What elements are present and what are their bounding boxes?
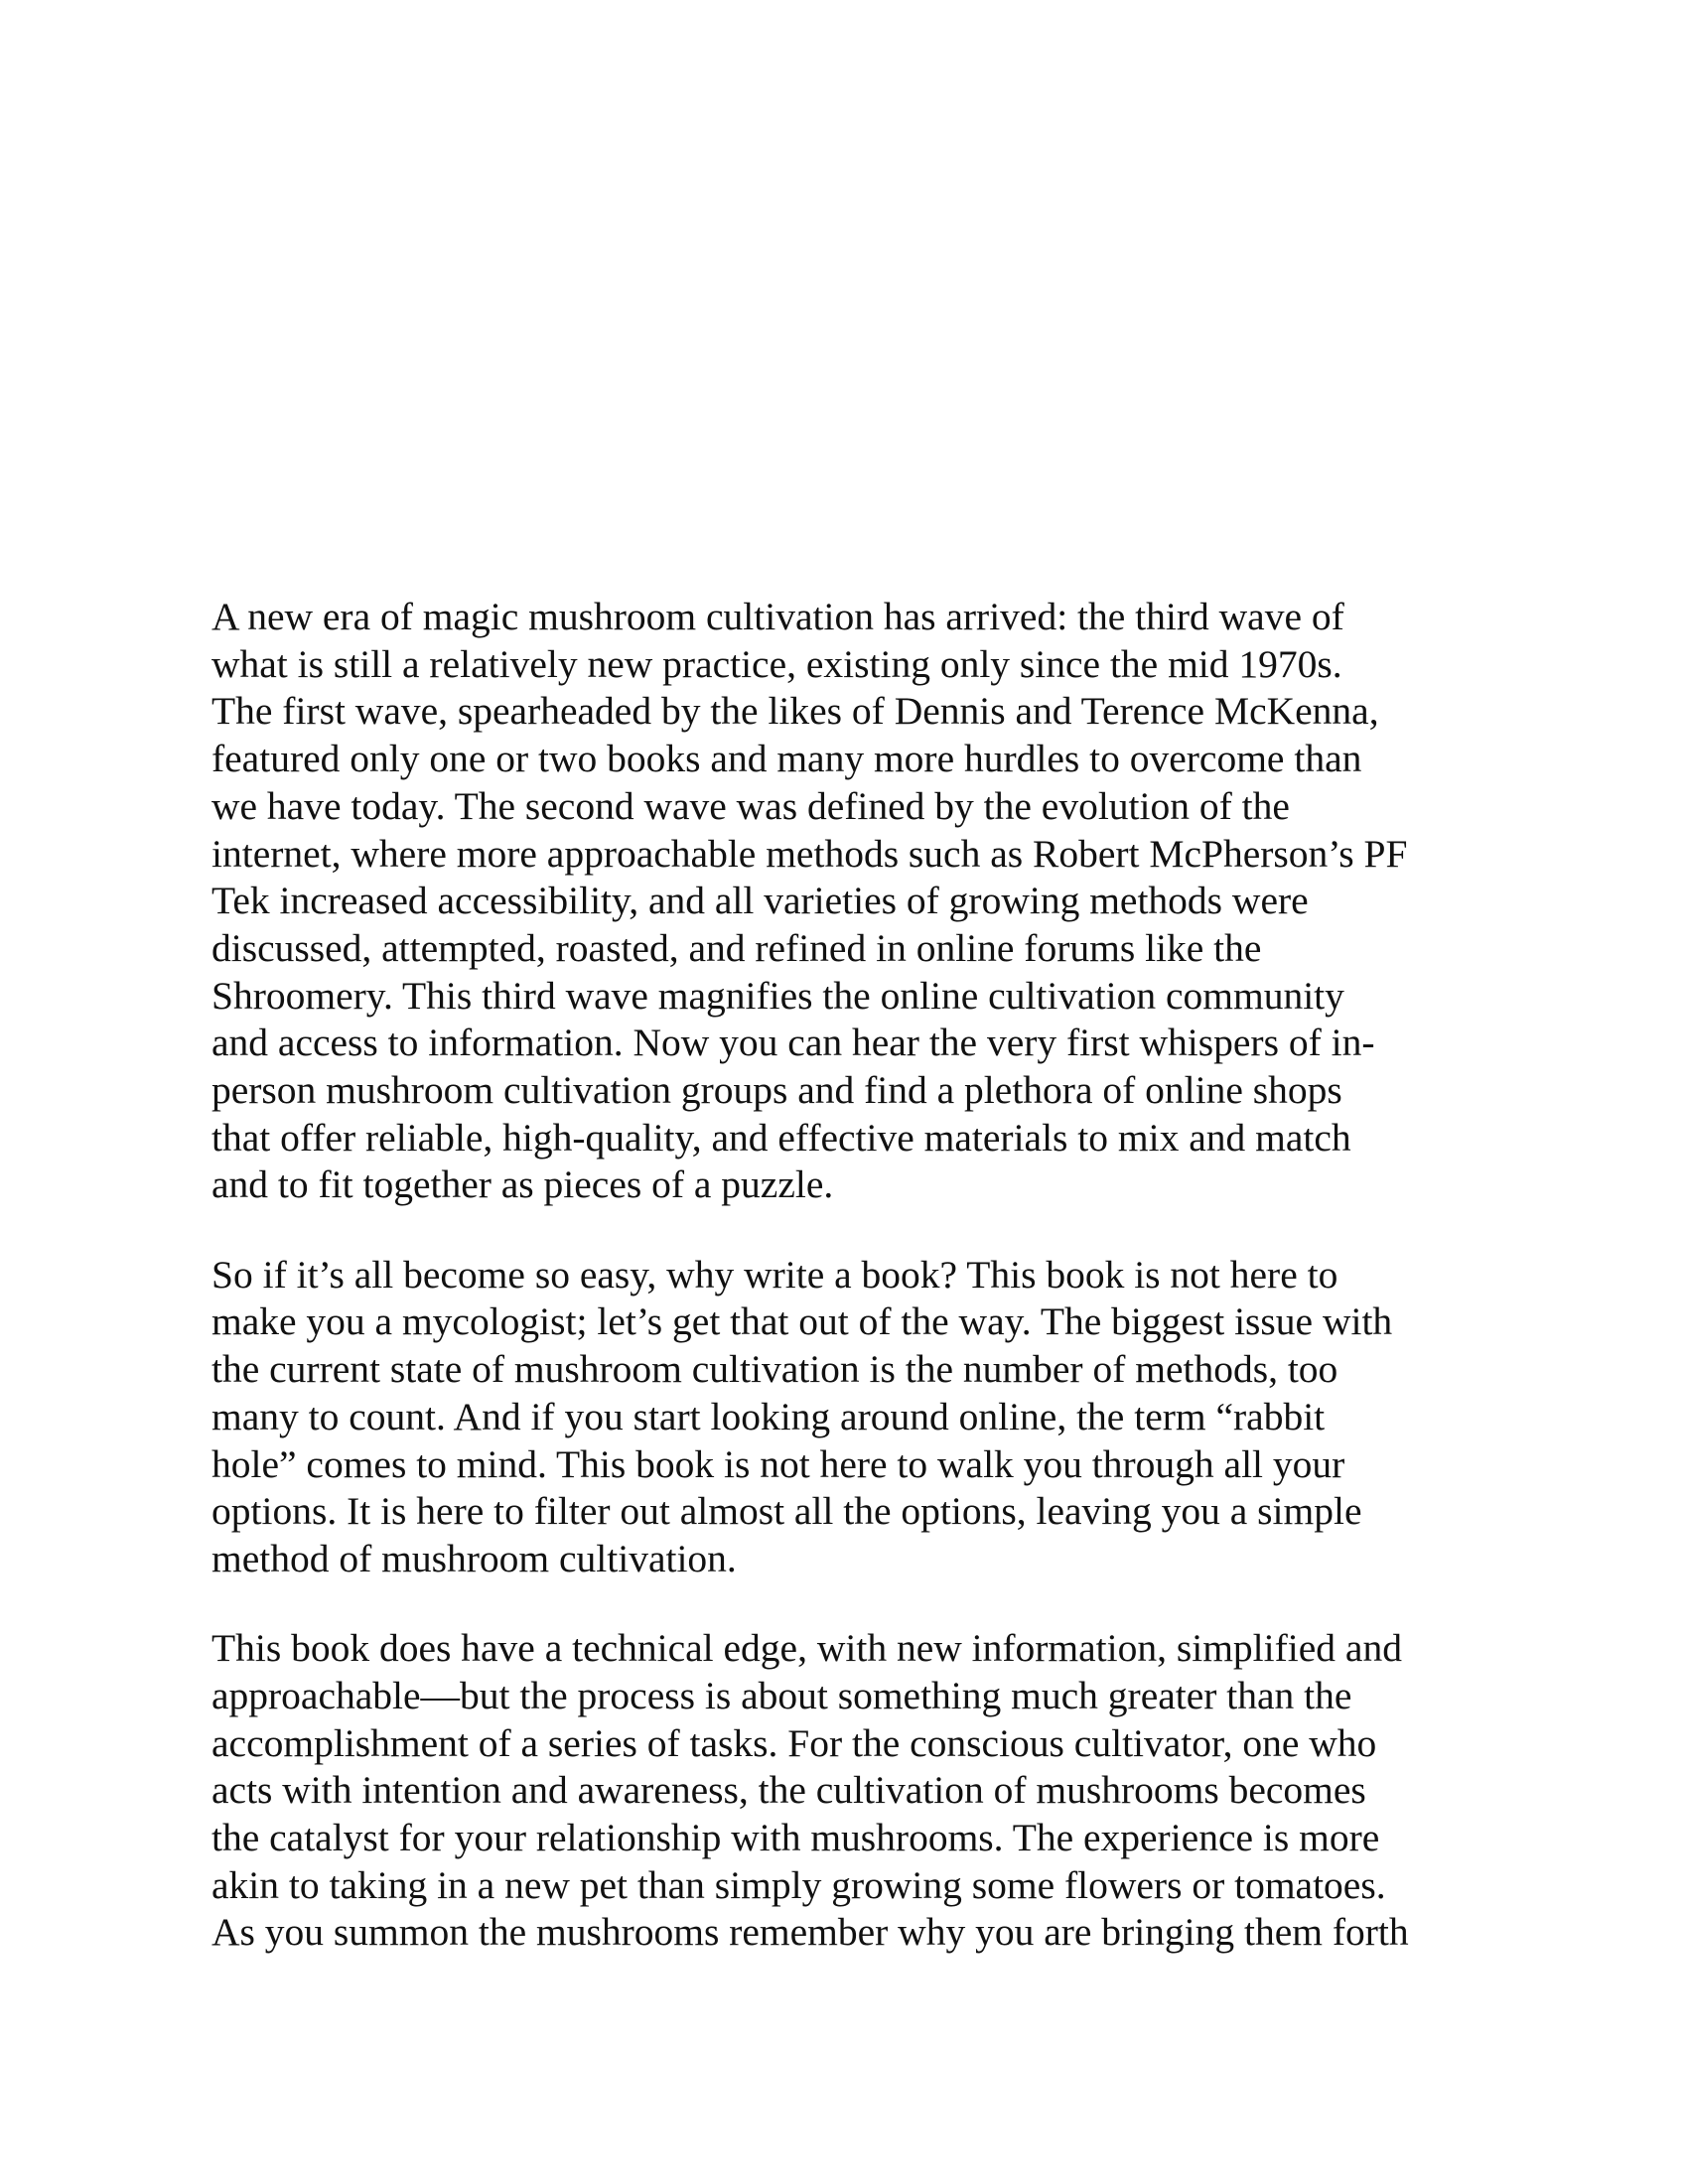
text-line: accomplishment of a series of tasks. For the conscious cultivator, one who — [211, 1720, 1377, 1765]
text-line: many to count. And if you start looking around online, the term “rabbit — [211, 1394, 1326, 1438]
text-line: Tek increased accessibility, and all varieties of growing methods were — [211, 879, 1309, 923]
text-line: Shroomery. This third wave magnifies the online cultivation community — [211, 973, 1344, 1018]
paragraph-1 — [211, 594, 1502, 1209]
text-line: options. It is here to filter out almost all the options, leaving you a simple — [211, 1489, 1362, 1534]
text-line: So if it’s all become so easy, why write a book? This book is not here to — [211, 1252, 1338, 1297]
text-line: and access to information. Now you can hear the very first whispers of in- — [211, 1021, 1375, 1065]
text-line: The first wave, spearheaded by the likes of Dennis and Terence McKenna, — [211, 689, 1379, 734]
text-line: the current state of mushroom cultivation is the number of methods, too — [211, 1347, 1338, 1392]
text-line: acts with intention and awareness, the cultivation of mushrooms becomes — [211, 1768, 1366, 1813]
text-line: A new era of magic mushroom cultivation has arrived: the third wave of — [211, 595, 1344, 638]
text-line: featured only one or two books and many more hurdles to overcome than — [211, 737, 1362, 781]
text-line: akin to taking in a new pet than simply growing some flowers or tomatoes. — [211, 1862, 1386, 1907]
text-line: approachable—but the process is about something much greater than the — [211, 1673, 1352, 1717]
body-text — [211, 594, 1502, 1957]
text-line: hole” comes to mind. This book is not here to walk you through all your — [211, 1441, 1345, 1486]
text-line: what is still a relatively new practice, existing only since the mid 1970s. — [211, 641, 1342, 686]
text-line: make you a mycologist; let’s get that out of the way. The biggest issue with — [211, 1299, 1393, 1344]
text-line: This book does have a technical edge, with new information, simplified and — [211, 1626, 1402, 1671]
paragraph-2 — [211, 1252, 1502, 1583]
text-line: internet, where more approachable methods such as Robert McPherson’s PF — [211, 831, 1408, 876]
text-line: that offer reliable, high-quality, and effective materials to mix and match — [211, 1115, 1351, 1160]
text-line: and to fit together as pieces of a puzzle. — [211, 1162, 834, 1207]
text-line: discussed, attempted, roasted, and refined in online forums like the — [211, 925, 1262, 970]
text-line: person mushroom cultivation groups and find a plethora of online shops — [211, 1068, 1342, 1113]
text-line: the catalyst for your relationship with mushrooms. The experience is more — [211, 1816, 1380, 1860]
text-line: we have today. The second wave was defined by the evolution of the — [211, 783, 1290, 828]
text-line: method of mushroom cultivation. — [211, 1536, 737, 1580]
text-line: As you summon the mushrooms remember why you are bringing them forth — [211, 1910, 1409, 1955]
paragraph-3 — [211, 1625, 1502, 1957]
